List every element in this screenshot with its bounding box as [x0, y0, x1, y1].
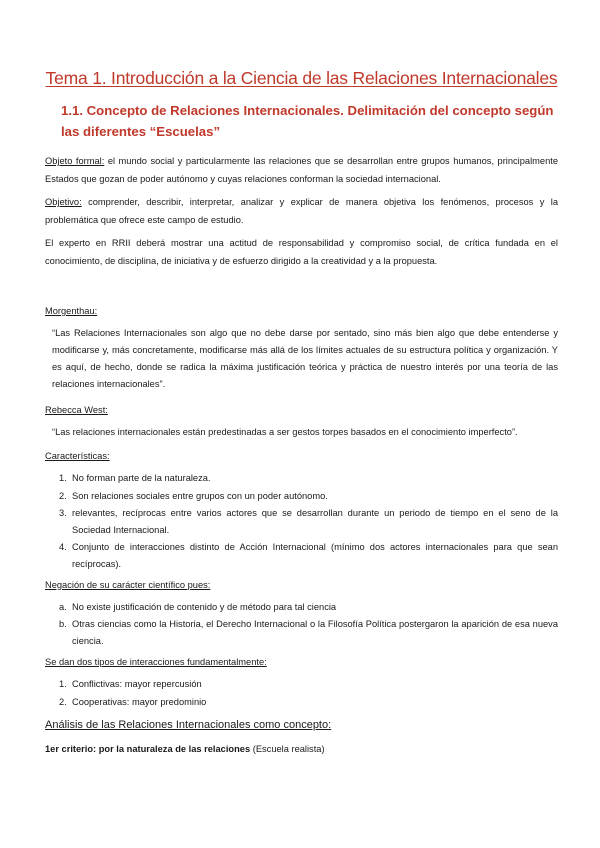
tipos-label: Se dan dos tipos de interacciones fundamentalmente: — [45, 656, 267, 667]
criterio-bold: 1er criterio: por la naturaleza de las relaciones — [45, 743, 251, 754]
criterio-rest: (Escuela realista) — [250, 743, 325, 754]
morgenthau-quote: “Las Relaciones Internacionales son algo que no debe darse por sentado, sino más bien algo que debe entenderse y modificarse y, más concretamente, modificarse más allá de los límites actuales de su estructura política y organización. Y es aquí, de hecho, donde se radica la máxima justificación teórica y práctica de nuestro interés por una teoría de las relaciones internacionales”. — [52, 328, 558, 389]
list-marker: 1. — [59, 678, 67, 689]
caracteristicas-label: Características: — [45, 451, 110, 461]
list-item — [61, 694, 558, 710]
objeto-formal-label: Objeto formal: — [45, 156, 105, 166]
morgenthau-label: Morgenthau: — [45, 306, 98, 316]
negacion-list — [45, 599, 558, 649]
objetivo-paragraph — [45, 193, 558, 229]
list-item — [61, 616, 558, 648]
list-item — [61, 676, 558, 692]
list-marker: a. — [59, 601, 67, 612]
list-item — [61, 488, 558, 504]
list-marker: 1. — [59, 473, 67, 483]
list-item — [61, 505, 558, 537]
list-item-text: Otras ciencias como la Historia, el Derecho Internacional o la Filosofía Política postergaron la aparición de esa nueva ciencia. — [72, 619, 558, 646]
list-item-text: No forman parte de la naturaleza. — [72, 473, 211, 483]
west-quote: “Las relaciones internacionales están predestinadas a ser gestos torpes basados en el conocimiento imperfecto”. — [52, 427, 518, 437]
spacer — [45, 275, 558, 302]
list-marker: 4. — [59, 542, 67, 553]
list-marker: 2. — [59, 696, 67, 707]
analisis-heading: Análisis de las Relaciones Internacionales como concepto: — [45, 718, 332, 731]
list-marker: b. — [59, 619, 67, 630]
page-content — [45, 68, 558, 758]
list-item-text: relevantes, recíprocas entre varios actores que se desarrollan durante un periodo de tiempo en el seno de la Sociedad Internacional. — [72, 508, 558, 535]
list-item-text: Son relaciones sociales entre grupos con un poder autónomo. — [72, 490, 328, 501]
list-item-text: Conjunto de interacciones distinto de Acción Internacional (mínimo dos actores internacionales para que sean recíprocas). — [72, 542, 558, 569]
list-marker: 2. — [59, 490, 67, 501]
section-heading: 1.1. Concepto de Relaciones Internacionales. Delimitación del concepto según las diferentes “Escuelas” — [61, 103, 554, 139]
negacion-label: Negación de su carácter científico pues: — [45, 579, 211, 590]
criterio-paragraph — [45, 740, 558, 758]
west-label: Rebecca West: — [45, 405, 108, 415]
list-item — [61, 539, 558, 571]
caracteristicas-list — [45, 470, 558, 572]
list-item-text: No existe justificación de contenido y de método para tal ciencia — [72, 601, 337, 612]
objetivo-label: Objetivo: — [45, 197, 82, 207]
tipos-list — [45, 676, 558, 710]
list-marker: 3. — [59, 508, 67, 519]
experto-paragraph: El experto en RRII deberá mostrar una actitud de responsabilidad y compromiso social, de crítica fundada en el conocimiento, de disciplina, de iniciativa y de esfuerzo dirigido a la creatividad y a la propuesta. — [45, 238, 558, 266]
list-item-text: Conflictivas: mayor repercusión — [72, 678, 202, 689]
list-item — [61, 599, 558, 615]
page-title: Tema 1. Introducción a la Ciencia de las Relaciones Internacionales — [45, 68, 558, 88]
objetivo-text: comprender, describir, interpretar, analizar y explicar de manera objetiva los fenómenos, procesos y la problemática que ofrece este campo de estudio. — [45, 197, 558, 225]
objeto-formal-text: el mundo social y particularmente las relaciones que se desarrollan entre grupos humanos, principalmente Estados que gozan de poder autónomo y cuyas relaciones conforman la sociedad internacional. — [45, 156, 558, 184]
list-item-text: Cooperativas: mayor predominio — [72, 696, 207, 707]
list-item — [61, 470, 558, 486]
objeto-formal-paragraph — [45, 152, 558, 188]
